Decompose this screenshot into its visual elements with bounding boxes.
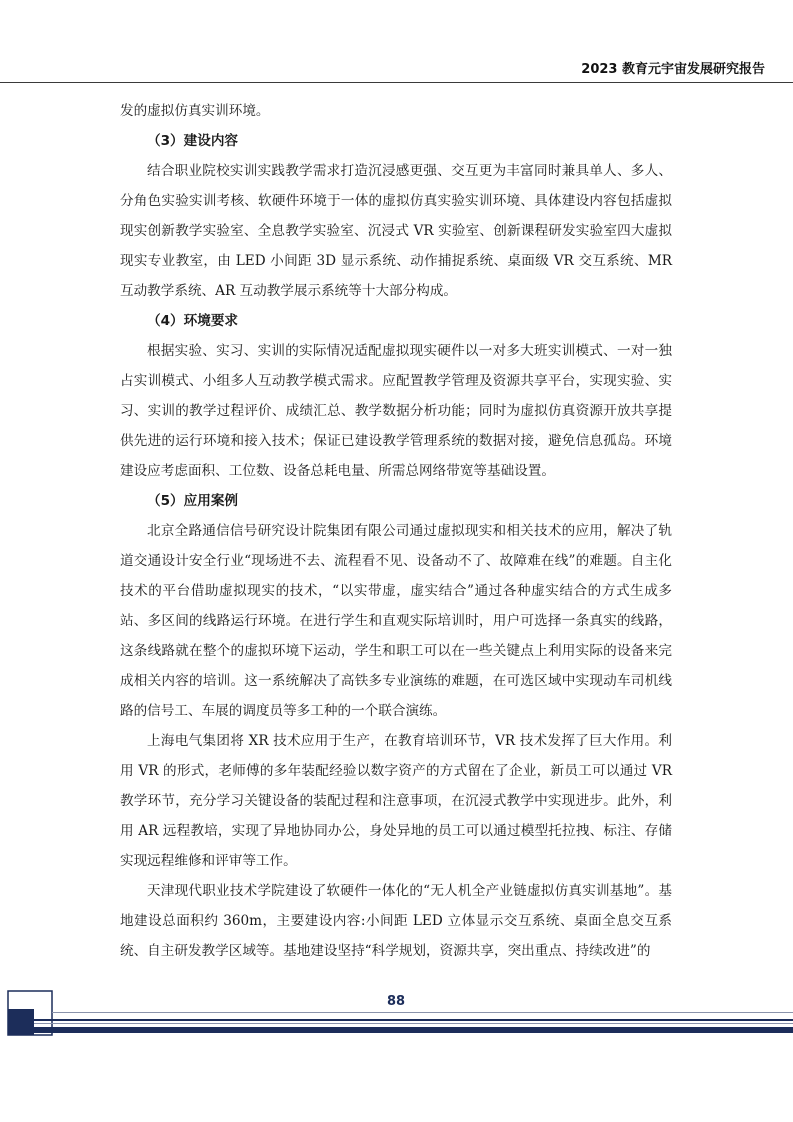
page-number: 88 <box>386 994 406 1009</box>
heading-application-cases: （5）应用案例 <box>147 493 239 509</box>
main-content <box>120 96 672 966</box>
paragraph-environment: 根据实验、实习、实训的实际情况适配虚拟现实硬件以一对多大班实训模式、一对一独占实训模式、小组多人互动教学模式需求。应配置教学管理及资源共享平台，实现实验、实习、实训的教学过程评价、成绩汇总、教学数据分析功能；同时为虚拟仿真资源开放共享提供先进的运行环境和接入技术；保证已建设教学管理系统的数据对接，避免信息孤岛。环境建设应考虑面积、工位数、设备总耗电量、所需总网络带宽等基础设置。 <box>120 343 672 479</box>
paragraph-continuation: 发的虚拟仿真实训环境。 <box>120 103 270 119</box>
heading-construction-content: （3）建设内容 <box>147 133 239 149</box>
heading-environment-requirements: （4）环境要求 <box>147 313 239 329</box>
paragraph-case-shanghai: 上海电气集团将 XR 技术应用于生产，在教育培训环节，VR 技术发挥了巨大作用。利用 VR 的形式，老师傅的多年装配经验以数字资产的方式留在了企业，新员工可以通过 VR 教学环节，充分学习关键设备的装配过程和注意事项，在沉浸式教学中实现进步。此外，利用 AR 远程教培，实现了异地协同办公，身处异地的员工可以通过模型托拉拽、标注、存储实现远程维修和评审等工作。 <box>120 733 672 869</box>
paragraph-case-tianjin: 天津现代职业技术学院建设了软硬件一体化的“无人机全产业链虚拟仿真实训基地”。基地建设总面积约 360m，主要建设内容:小间距 LED 立体显示交互系统、桌面全息交互系统、自主研发教学区域等。基地建设坚持“科学规划，资源共享，突出重点、持续改进”的 <box>120 883 672 959</box>
report-title: 2023 教育元宇宙发展研究报告 <box>581 62 765 77</box>
paragraph-construction: 结合职业院校实训实践教学需求打造沉浸感更强、交互更为丰富同时兼具单人、多人、分角色实验实训考核、软硬件环境于一体的虚拟仿真实验实训环境、具体建设内容包括虚拟现实创新教学实验室、全息教学实验室、沉浸式 VR 实验室、创新课程研发实验室四大虚拟现实专业教室，由 LED 小间距 3D 显示系统、动作捕捉系统、桌面级 VR 交互系统、MR 互动教学系统、AR 互动教学展示系统等十大部分构成。 <box>120 163 672 299</box>
header-divider <box>0 82 793 83</box>
paragraph-case-beijing: 北京全路通信信号研究设计院集团有限公司通过虚拟现实和相关技术的应用，解决了轨道交通设计安全行业“现场进不去、流程看不见、设备动不了、故障难在线”的难题。自主化技术的平台借助虚拟现实的技术，“以实带虚，虚实结合”通过各种虚实结合的方式生成多站、多区间的线路运行环境。在进行学生和直观实际培训时，用户可选择一条真实的线路，这条线路就在整个的虚拟环境下运动，学生和职工可以在一些关键点上利用实际的设备来完成相关内容的培训。这一系统解决了高铁多专业演练的难题，在可选区域中实现动车司机线路的信号工、车展的调度员等多工种的一个联合演练。 <box>120 523 672 719</box>
